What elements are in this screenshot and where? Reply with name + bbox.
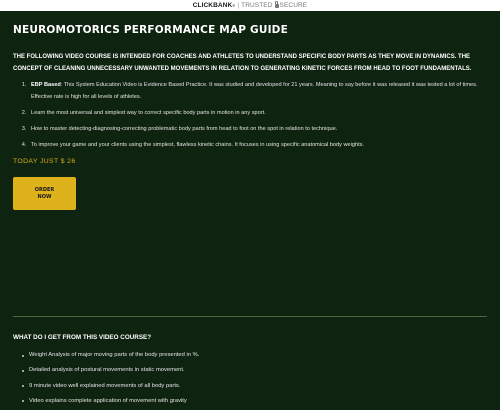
clickbank-brand: CLICKBANK xyxy=(192,2,233,9)
list-item xyxy=(13,380,487,393)
order-now-button[interactable]: ORDER NOW xyxy=(13,177,76,210)
bullet-icon xyxy=(22,385,24,387)
feature-item xyxy=(28,108,487,120)
lock-icon xyxy=(275,4,279,8)
feature-item xyxy=(28,124,487,136)
registered-mark: ® xyxy=(232,3,236,8)
benefit-text: 9 minute video well explained movements of all body parts. xyxy=(29,382,181,389)
feature-text: : This System Education Video is Evidence Based Practice. It was studied and developed for 21 years. Meaning to say before it was released it was tested a lot of times. Effective rate is high for all levels of athletes. xyxy=(31,82,478,100)
benefit-text: Weight Analysis of major moving parts of the body presented in %. xyxy=(29,352,200,358)
list-item xyxy=(13,349,487,362)
secure-label: SECURE xyxy=(279,2,308,9)
benefits-list xyxy=(13,349,487,410)
feature-text: How to master detecting-diagnosing-correcting problematic body parts from head to foot on the spot in relation to technique. xyxy=(31,125,338,132)
badge-separator: | xyxy=(237,2,240,9)
benefit-text: Video explains complete application of movement with gravity xyxy=(29,397,187,404)
page-title: NEUROMOTORICS PERFORMANCE MAP GUIDE xyxy=(13,24,288,36)
feature-text: Learn the most universal and simplest way to correct specific body parts in motion in any sport. xyxy=(31,109,266,116)
course-intro: THE FOLLOWING VIDEO COURSE IS INTENDED FOR COACHES AND ATHLETES TO UNDERSTAND SPECIFIC BODY PARTS AS THEY MOVE IN DYNAMICS. THE CONCEPT OF CLEANING UNNECESSARY UNWANTED MOVEMENTS IN RELATION TO GENERATING KINETIC FORCES FROM HEAD TO FOOT FUNDAMENTALS. xyxy=(13,54,472,72)
main-content xyxy=(13,24,487,156)
feature-list xyxy=(13,80,487,151)
list-item xyxy=(13,395,487,408)
bullet-icon xyxy=(22,355,24,357)
clickbank-trust-badge xyxy=(0,0,500,11)
feature-strong: EBP Based xyxy=(31,82,61,88)
feature-item xyxy=(28,80,487,103)
trusted-label: TRUSTED xyxy=(241,2,273,9)
price-label: TODAY JUST $ 26 xyxy=(13,158,76,165)
list-item xyxy=(13,364,487,377)
bullet-icon xyxy=(22,370,24,372)
bullet-icon xyxy=(22,400,24,402)
benefit-text: Detailed analysis of postural movements in static movement. xyxy=(29,367,185,374)
feature-text: To improve your game and your clients using the simplest, flawless kinetic chains. It focuses in using specific anatomical body weights. xyxy=(31,141,364,148)
benefits-heading: WHAT DO I GET FROM THIS VIDEO COURSE? xyxy=(13,334,152,341)
feature-item xyxy=(28,140,487,152)
section-divider xyxy=(13,316,487,317)
